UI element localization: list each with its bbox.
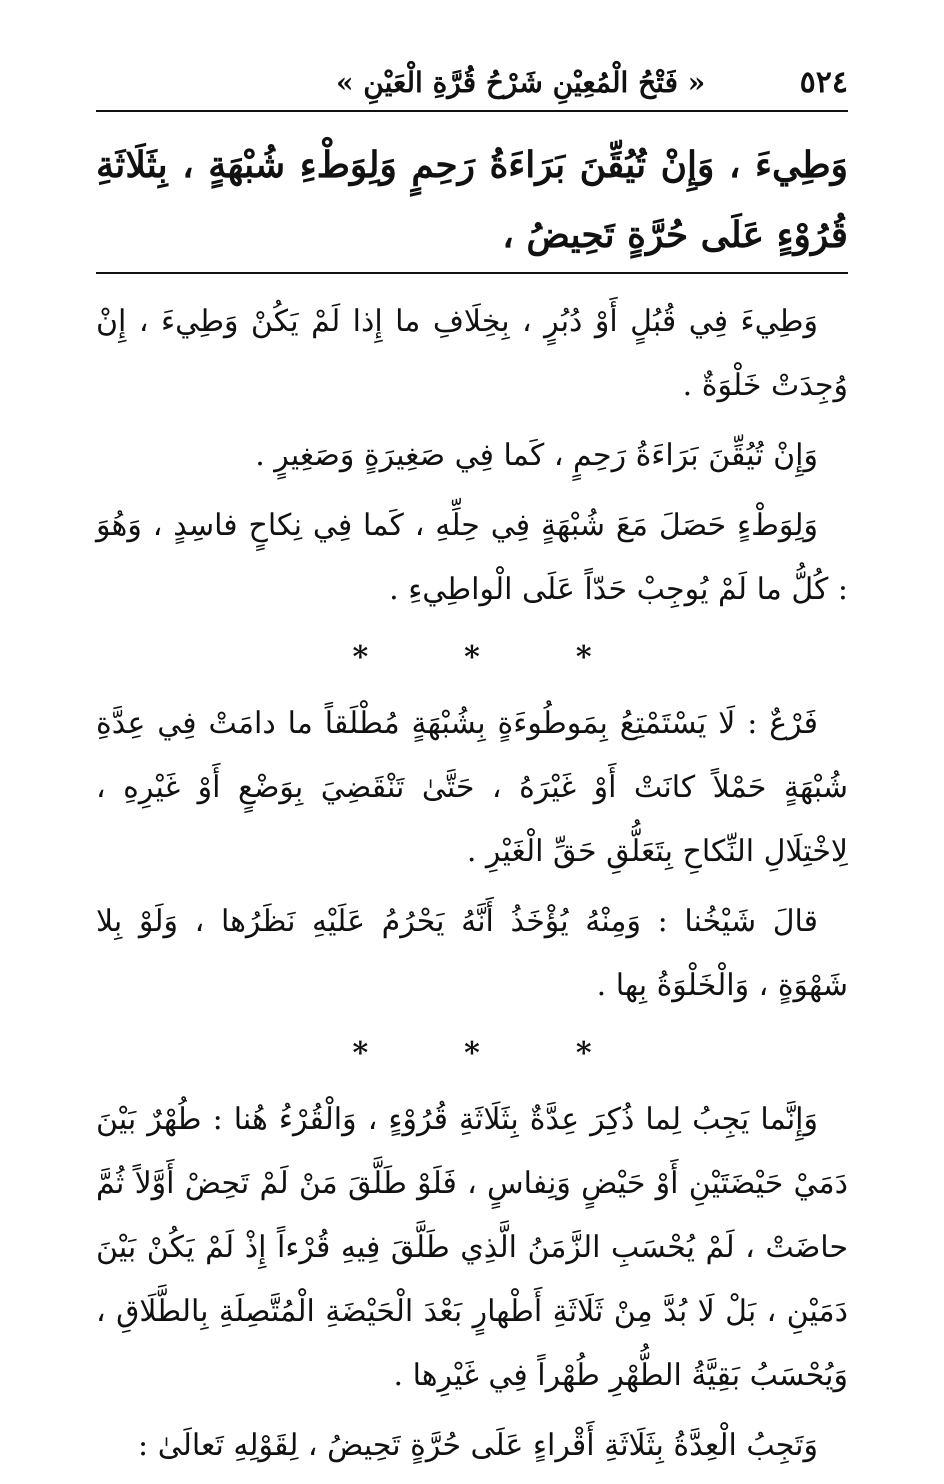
section-separator [96,628,848,688]
sharh-text-block [96,290,848,1484]
sharh-paragraph: وَطِيءَ فِي قُبُلٍ أَوْ دُبُرٍ ، بِخِلَافِ ما إِذا لَمْ يَكُنْ وَطِيءَ ، إِنْ وُجِدَتْ خَلْوَةٌ . [96,304,848,403]
sharh-paragraph: وَلِوَطْءٍ حَصَلَ مَعَ شُبْهَةٍ فِي حِلِّهِ ، كَما فِي نِكاحٍ فاسِدٍ ، وَهُوَ : كُلُّ ما لَمْ يُوجِبْ حَدّاً عَلَى الْواطِيءِ . [96,508,848,607]
running-title: « فَتْحُ الْمُعِيْنِ شَرْحُ قُرَّةِ الْعَيْنِ » [336,66,706,99]
sharh-paragraph: وَتَجِبُ الْعِدَّةُ بِثَلَاثَةِ أَقْراءٍ عَلَى حُرَّةٍ تَحِيضُ ، لِقَوْلِهِ تَعالَىٰ : [138,1428,818,1463]
page-number: ٥٢٤ [799,65,848,100]
matn-paragraph: وَطِيءَ ، وَإِنْ تُيُقِّنَ بَرَاءَةُ رَحِمٍ وَلِوَطْءِ شُبْهَةٍ ، بِثَلَاثَةِ قُرُوْءٍ عَلَى حُرَّةٍ تَحِيضُ ، [96,144,848,256]
sharh-paragraph: قالَ شَيْخُنا : وَمِنْهُ يُؤْخَذُ أَنَّهُ يَحْرُمُ عَلَيْهِ نَظَرُها ، وَلَوْ بِلا شَهْوَةٍ ، وَالْخَلْوَةُ بِها . [96,904,848,1003]
asterisk: * [575,1036,592,1071]
asterisk: * [352,640,369,675]
asterisk: * [352,1036,369,1071]
sharh-paragraph: فَرْعٌ : لَا يَسْتَمْتِعُ بِمَوطُوءَةٍ بِشُبْهَةٍ مُطْلَقاً ما دامَتْ فِي عِدَّةِ شُبْهَةٍ حَمْلاً كانَتْ أَوْ غَيْرَهُ ، حَتَّىٰ تَنْقَضِيَ بِوَضْعٍ أَوْ غَيْرِهِ ، لِاخْتِلَالِ النِّكاحِ بِتَعَلُّقِ حَقِّ الْغَيْرِ . [96,706,848,869]
matn-sharh-divider [96,272,848,274]
section-separator [96,1024,848,1084]
asterisk: * [575,640,592,675]
sharh-paragraph: وَإِنْ تُيُقِّنَ بَرَاءَةُ رَحِمٍ ، كَما فِي صَغِيرَةٍ وَصَغِيرٍ . [255,438,818,473]
sharh-paragraph: وَإِنَّما يَجِبُ لِما ذُكِرَ عِدَّةٌ بِثَلَاثَةِ قُرُوْءٍ ، وَالْقُرْءُ هُنا : طُهْرٌ بَيْنَ دَمَيْ حَيْضَتَيْنِ أَوْ حَيْضٍ وَنِفاسٍ ، فَلَوْ طَلَّقَ مَنْ لَمْ تَحِضْ أَوَّلاً ثُمَّ حاضَتْ ، لَمْ يُحْسَبِ الزَّمَنُ الَّذِي طَلَّقَ فِيهِ قُرْءاً إِذْ لَمْ يَكُنْ بَيْنَ دَمَيْنِ ، بَلْ لَا بُدَّ مِنْ ثَلَاثَةِ أَطْهارٍ بَعْدَ الْحَيْضَةِ الْمُتَّصِلَةِ بِالطَّلَاقِ ، وَيُحْسَبُ بَقِيَّةُ الطُّهْرِ طُهْراً فِي غَيْرِها . [96,1102,848,1393]
asterisk: * [464,640,480,675]
page-header [96,55,848,112]
matn-text-block [96,130,848,270]
asterisk: * [464,1036,480,1071]
